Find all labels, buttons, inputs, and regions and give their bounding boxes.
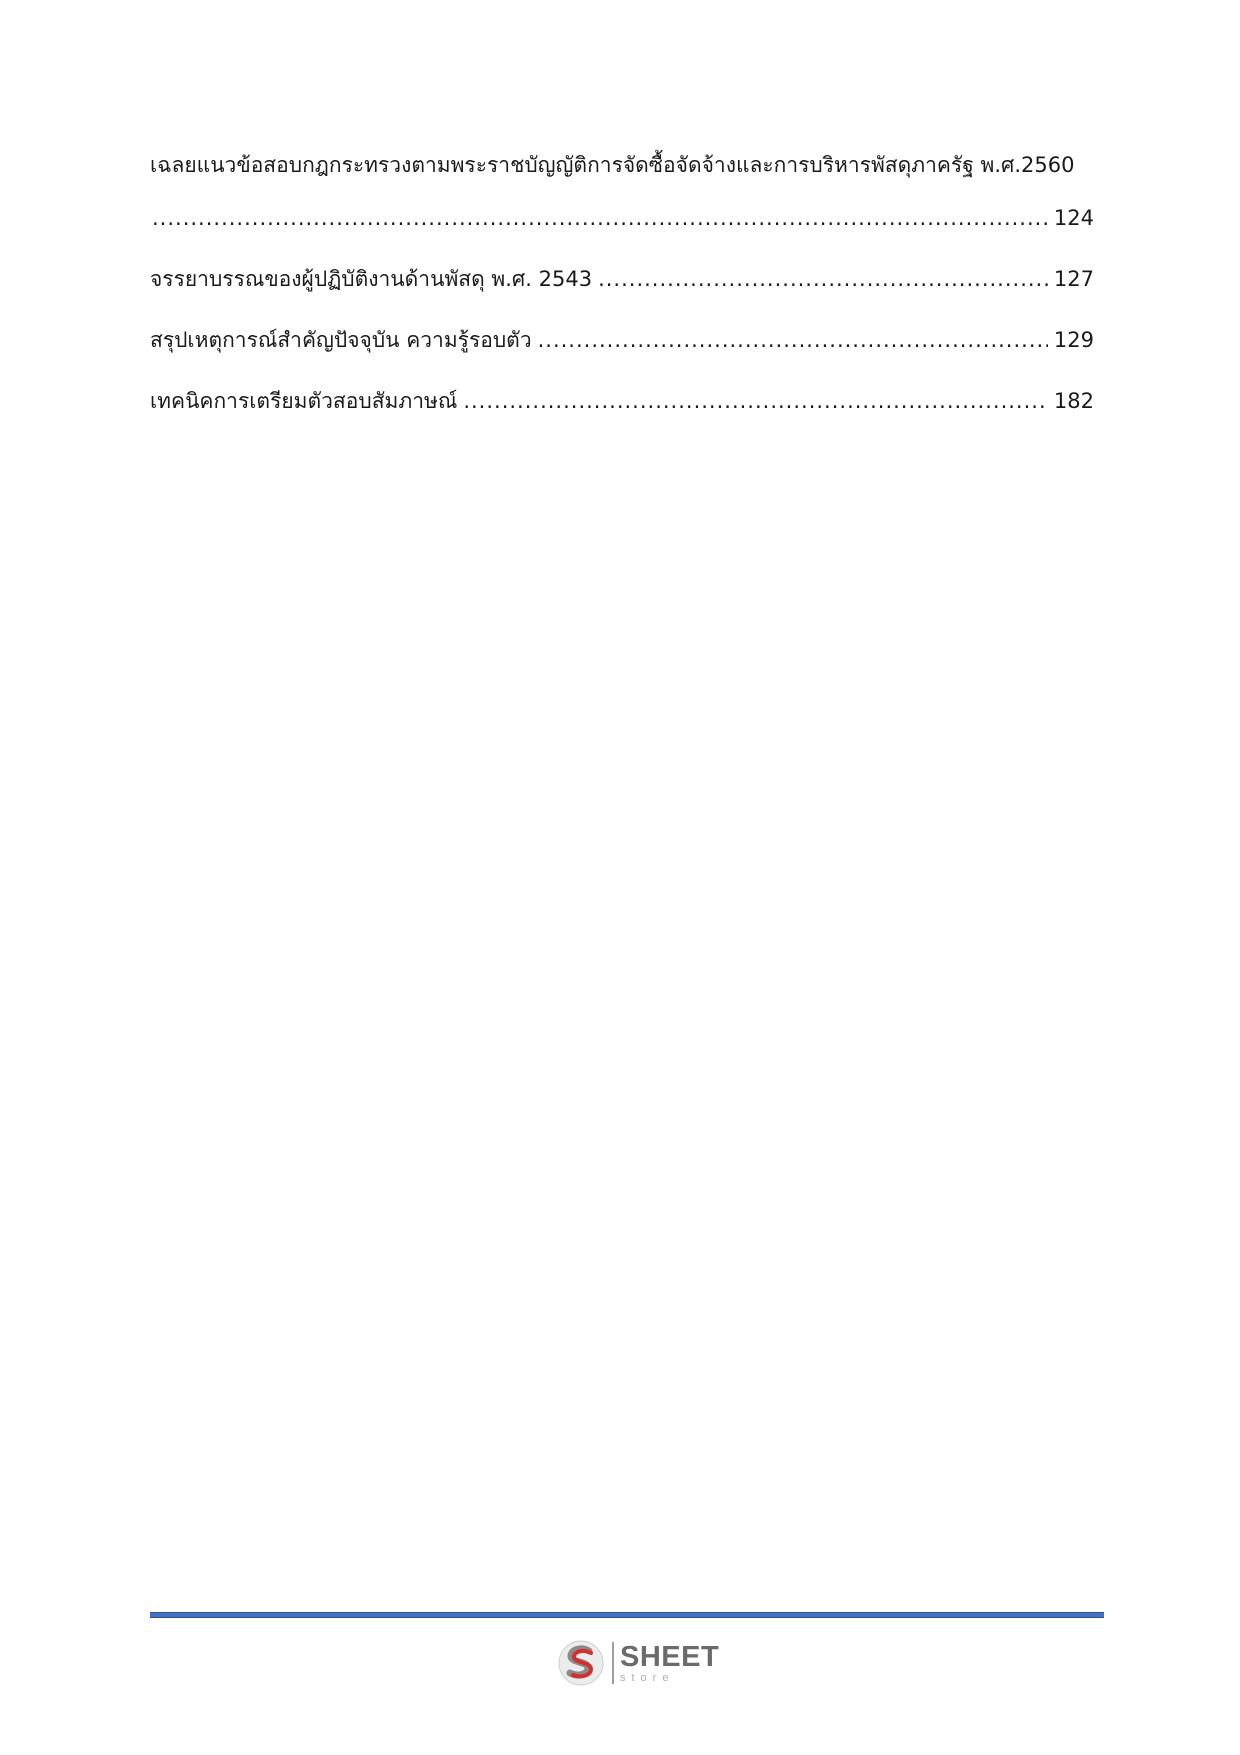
footer-divider: [150, 1612, 1104, 1618]
logo-wordmark: SHEET: [620, 1640, 720, 1673]
toc-dot-leader: [463, 386, 1048, 416]
toc-page-number: 124: [1053, 206, 1094, 230]
toc-entry-title: เฉลยแนวข้อสอบกฎกระทรวงตามพระราชบัญญัติการจัดซื้อจัดจ้างและการบริหารพัสดุภาครัฐ พ.ศ.2560: [150, 153, 1075, 177]
logo-text: [620, 1640, 720, 1684]
logo-divider: [612, 1642, 614, 1684]
table-of-contents: [150, 150, 1094, 447]
toc-entry[interactable]: [150, 386, 1094, 416]
toc-entry[interactable]: [150, 264, 1094, 294]
toc-entry[interactable]: [150, 325, 1094, 355]
toc-page-number: 127: [1053, 267, 1094, 291]
toc-dot-leader: [598, 264, 1048, 294]
sheet-store-logo: [556, 1634, 722, 1692]
sheet-store-logo-icon: [556, 1638, 606, 1688]
toc-page-number: 182: [1053, 389, 1094, 413]
toc-dot-leader: [152, 203, 1048, 233]
toc-entry[interactable]: [150, 150, 1094, 233]
toc-dot-leader: [538, 325, 1048, 355]
toc-entry-title: เทคนิคการเตรียมตัวสอบสัมภาษณ์: [150, 389, 458, 413]
toc-entry-title: จรรยาบรรณของผู้ปฏิบัติงานด้านพัสดุ พ.ศ. 2543: [150, 267, 593, 291]
toc-entry-title: สรุปเหตุการณ์สำคัญปัจจุบัน ความรู้รอบตัว: [150, 328, 532, 352]
logo-subtitle: store: [620, 1671, 675, 1684]
toc-page-number: 129: [1053, 328, 1094, 352]
